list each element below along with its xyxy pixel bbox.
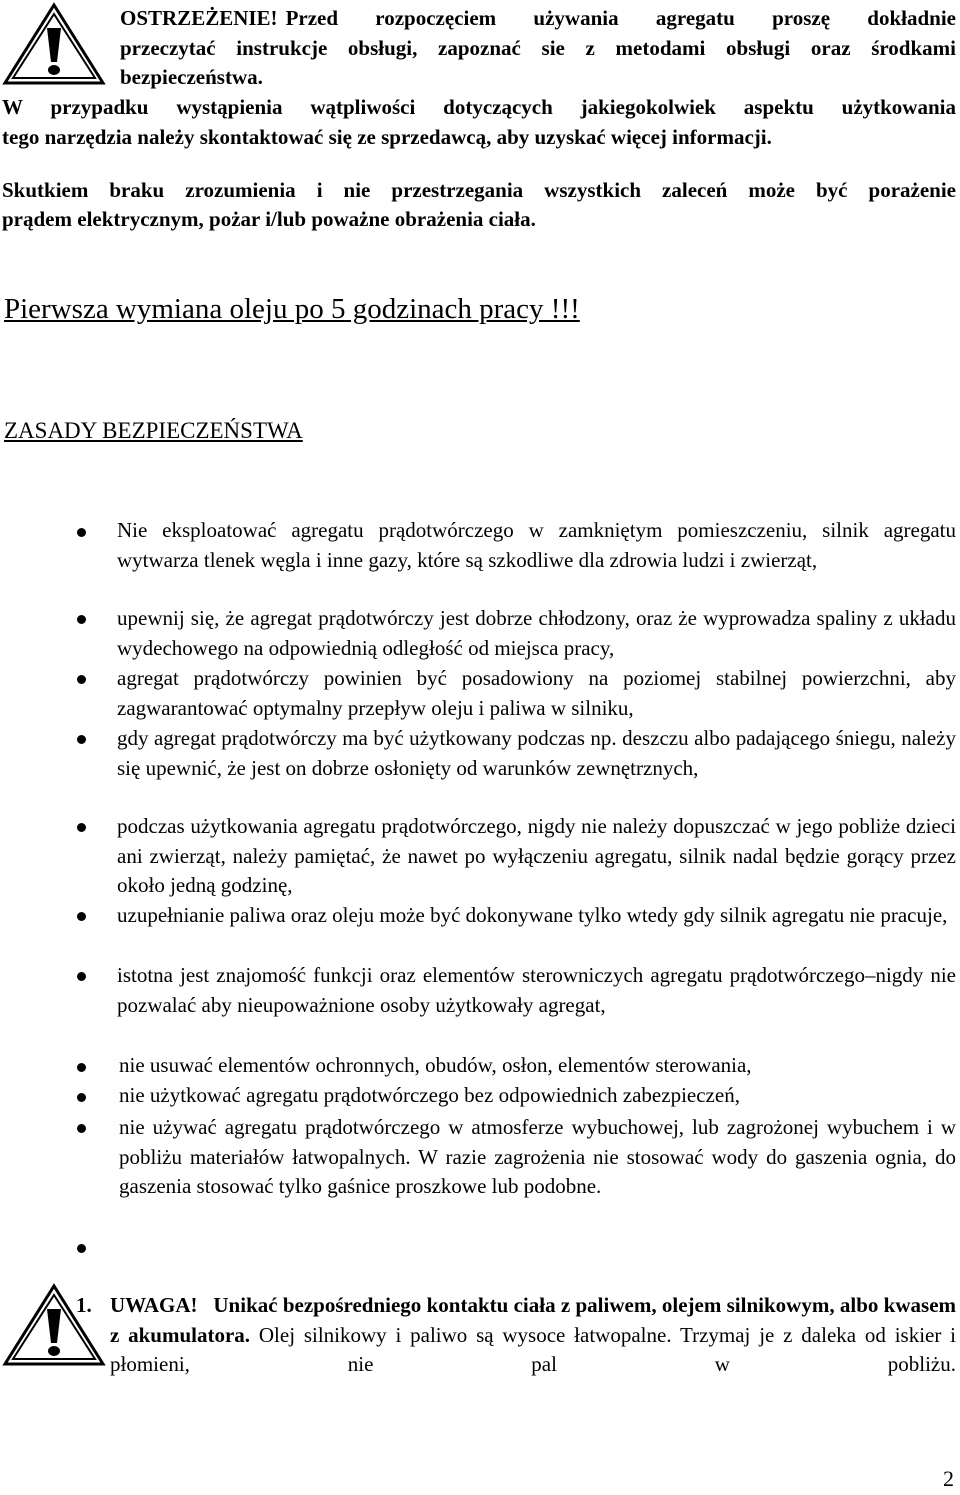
safety-item: uzupełnianie paliwa oraz oleju może być dokonywane tylko wtedy gdy silnik agregatu nie pracuje, [117,903,948,927]
warning-triangle-icon [2,2,106,86]
uwaga-label: UWAGA! [110,1293,198,1317]
bullet-icon [77,1093,86,1102]
warning-line-4: W przypadku wystąpienia wątpliwości dotyczących jakiegokolwiek aspektu użytkowania [2,95,956,119]
bullet-icon [77,1124,86,1133]
warning-intro-line1: Przed rozpoczęciem używania agregatu proszę dokładnie [285,6,956,30]
uwaga-bold-text: Unikać bezpośredniego kontaktu ciała z paliwem, olejem silnikowym, albo kwasem z akumulatora. [110,1293,957,1347]
bullet-icon [77,735,86,744]
safety-item: upewnij się, że agregat prądotwórczy jest dobrze chłodzony, oraz że wyprowadza spaliny z układu wydechowego na odpowiednią odległość od miejsca pracy, [117,606,956,660]
warning-line-3: bezpieczeństwa. [120,65,263,89]
safety-item: agregat prądotwórczy powinien być posadowiony na poziomej stabilnej powierzchni, aby zagwarantować optymalny przepływ oleju i paliwa w silniku, [117,666,956,720]
bullet-icon [77,823,86,832]
safety-item: nie używać agregatu prądotwórczego w atmosferze wybuchowej, lub zagrożonej wybuchem i w pobliżu materiałów łatwopalnych. W razie zagrożenia nie stosować wody do gaszenia ognia, do gaszenia stosować tylko gaśnice proszkowe lub podobne. [119,1115,956,1198]
safety-item: podczas użytkowania agregatu prądotwórczego, nigdy nie należy dopuszczać w jego pobliże dzieci ani zwierząt, należy pamiętać, że nawet po wyłączeniu agregatu, silnik nadal będzie gorący przez około jedną godzinę, [117,814,956,897]
warning-line-5: tego narzędzia należy skontaktować się ze sprzedawcą, aby uzyskać więcej informacji. [2,125,772,149]
warning-line-7: prądem elektrycznym, pożar i/lub poważne obrażenia ciała. [2,207,536,231]
bullet-icon [77,615,86,624]
oil-change-notice: Pierwsza wymiana oleju po 5 godzinach pracy !!! [4,293,580,325]
bullet-icon [77,972,86,981]
safety-item: Nie eksploatować agregatu prądotwórczego w zamkniętym pomieszczeniu, silnik agregatu wytwarza tlenek węgla i inne gazy, które są szkodliwe dla zdrowia ludzi i zwierząt, [117,518,956,572]
warning-line-6: Skutkiem braku zrozumienia i nie przestrzegania wszystkich zaleceń może być porażenie [2,178,956,202]
numbered-warning [76,1291,957,1380]
uwaga-normal-text: Olej silnikowy i paliwo są wysoce łatwopalne. Trzymaj je z daleka od iskier i płomieni, nie pal w pobliżu. [110,1322,957,1376]
bullet-icon [77,912,86,921]
bullet-icon [77,1063,86,1072]
warning-line-2: przeczytać instrukcje obsługi, zapoznać sie z metodami obsługi oraz środkami [120,36,956,60]
bullet-icon [77,1244,86,1253]
warning-title: OSTRZEŻENIE! [120,6,278,30]
numbered-index: 1. [76,1293,92,1317]
page-number: 2 [943,1466,954,1491]
safety-item: nie użytkować agregatu prądotwórczego bez odpowiednich zabezpieczeń, [119,1083,740,1107]
bullet-icon [77,675,86,684]
warning-line-1 [120,5,956,31]
safety-item: istotna jest znajomość funkcji oraz elementów sterowniczych agregatu prądotwórczego–nigdy nie pozwalać aby nieupoważnione osoby użytkowały agregat, [117,963,956,1017]
safety-heading: ZASADY BEZPIECZEŃSTWA [4,418,303,443]
bullet-icon [77,528,86,537]
safety-item: gdy agregat prądotwórczy ma być użytkowany podczas np. deszczu albo padającego śniegu, należy się upewnić, że jest on dobrze osłonięty od warunków zewnętrznych, [117,726,956,780]
safety-item: nie usuwać elementów ochronnych, obudów, osłon, elementów sterowania, [119,1053,752,1077]
